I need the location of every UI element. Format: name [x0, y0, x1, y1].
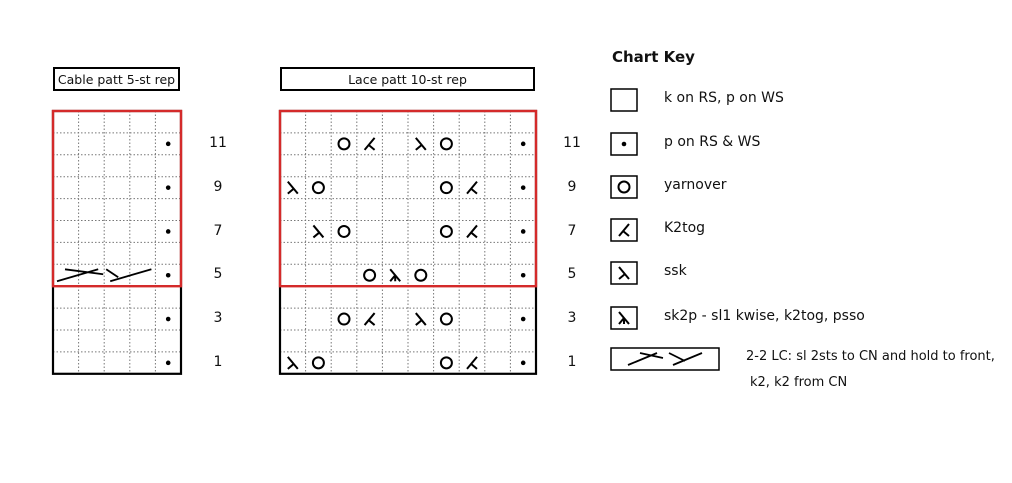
row-number: 3 — [567, 310, 577, 327]
key-label-ssk: ssk — [664, 263, 687, 279]
lace-chart-title: Lace patt 10-st rep — [280, 67, 535, 91]
ssk-symbol — [288, 182, 298, 194]
row-number: 9 — [213, 178, 223, 195]
key-label-cable: 2-2 LC: sl 2sts to CN and hold to front, — [746, 349, 995, 364]
purl-symbol — [521, 185, 526, 190]
yarnover-symbol — [441, 314, 452, 325]
yarnover-symbol — [441, 226, 452, 237]
row-number: 1 — [567, 353, 577, 370]
ssk-symbol — [288, 357, 298, 369]
key-symbol-cable — [610, 347, 720, 371]
chart-key-title: Chart Key — [612, 48, 695, 66]
purl-symbol — [166, 317, 171, 322]
lace-chart — [279, 110, 537, 374]
yarnover-symbol — [441, 182, 452, 193]
key-symbol-k2tog — [610, 218, 638, 242]
key-symbol-yo — [610, 175, 638, 199]
purl-symbol — [166, 142, 171, 147]
cable-chart-title: Cable patt 5-st rep — [53, 67, 180, 91]
key-label-cable-line2: k2, k2 from CN — [750, 375, 848, 390]
key-label-yo: yarnover — [664, 177, 727, 193]
key-label-knit: k on RS, p on WS — [664, 90, 784, 106]
row-number: 7 — [567, 222, 577, 239]
key-symbol-purl — [610, 132, 638, 156]
yarnover-symbol — [441, 357, 452, 368]
key-symbol-ssk — [610, 261, 638, 285]
cable-chart — [52, 110, 182, 374]
purl-symbol — [521, 229, 526, 234]
yarnover-symbol — [415, 270, 426, 281]
yarnover-symbol — [313, 182, 324, 193]
row-number: 5 — [567, 266, 577, 283]
ssk-symbol — [416, 138, 426, 150]
key-symbol-box — [611, 348, 719, 370]
purl-symbol — [166, 229, 171, 234]
yarnover-symbol — [364, 270, 375, 281]
purl-symbol — [521, 361, 526, 366]
row-number: 3 — [213, 310, 223, 327]
key-symbol-sk2p — [610, 306, 638, 330]
row-number: 1 — [213, 353, 223, 370]
key-label-k2tog: K2tog — [664, 220, 706, 236]
purl-symbol — [166, 273, 171, 278]
k2tog-symbol — [365, 313, 375, 325]
row-number: 7 — [213, 222, 223, 239]
row-number: 9 — [567, 178, 577, 195]
key-symbol-knit — [610, 88, 638, 112]
sk2p-symbol — [390, 269, 400, 281]
row-number: 11 — [209, 134, 227, 151]
purl-symbol — [521, 317, 526, 322]
k2tog-symbol — [467, 225, 477, 237]
purl-symbol — [521, 273, 526, 278]
yarnover-symbol — [441, 138, 452, 149]
yarnover-symbol — [339, 314, 350, 325]
yarnover-symbol — [339, 226, 350, 237]
key-symbol-box — [611, 176, 637, 198]
ssk-symbol — [313, 225, 323, 237]
purl-symbol — [166, 361, 171, 366]
k2tog-symbol — [467, 182, 477, 194]
yarnover-symbol — [339, 138, 350, 149]
purl-symbol — [521, 142, 526, 147]
row-number: 11 — [563, 134, 581, 151]
purl-symbol — [166, 185, 171, 190]
key-label-sk2p: sk2p - sl1 kwise, k2tog, psso — [664, 308, 865, 324]
yarnover-symbol — [313, 357, 324, 368]
ssk-symbol — [416, 313, 426, 325]
purl-symbol — [622, 142, 627, 147]
key-symbol-box — [611, 89, 637, 111]
k2tog-symbol — [365, 138, 375, 150]
row-number: 5 — [213, 266, 223, 283]
k2tog-symbol — [467, 357, 477, 369]
key-label-purl: p on RS & WS — [664, 134, 761, 150]
